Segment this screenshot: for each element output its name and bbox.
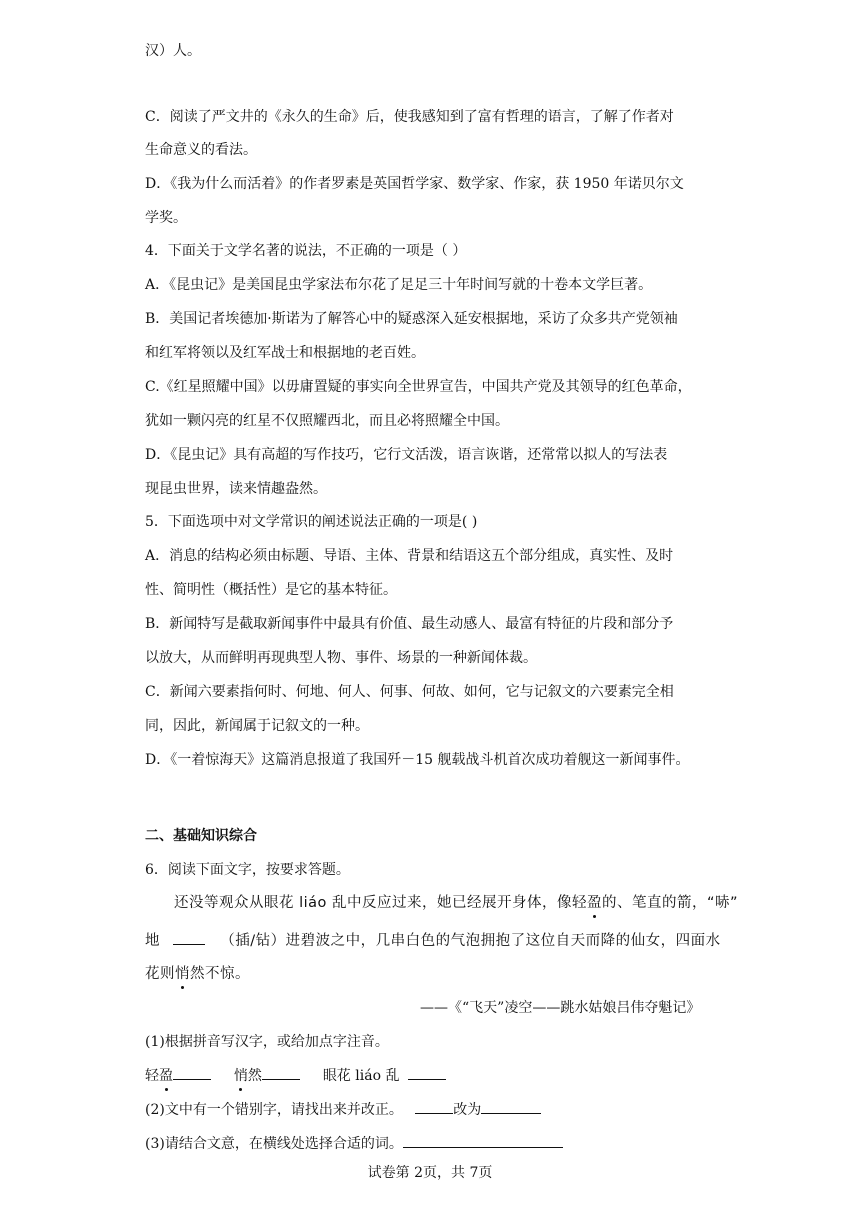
q4-option-d-line1: D．《昆虫记》具有高超的写作技巧，它行文活泼，语言诙谐，还常常以拟人的写法表 xyxy=(145,447,668,463)
text-line: 汉）人。 xyxy=(145,43,201,59)
option-c-line1: C．阅读了严文井的《永久的生命》后，使我感知到了富有哲理的语言，了解了作者对 xyxy=(145,109,674,125)
subquestion-text: (2)文中有一个错别字，请找出来并改正。 xyxy=(145,1102,403,1118)
q5-option-c-line1: C．新闻六要素指何时、何地、何人、何事、何故、如何，它与记叙文的六要素完全相 xyxy=(145,684,674,700)
q4-option-c-line2: 犹如一颗闪亮的红星不仅照耀西北，而且必将照耀全中国。 xyxy=(145,413,509,429)
answer-blank[interactable] xyxy=(262,1065,300,1080)
q4-option-b-line1: B．美国记者埃德加·斯诺为了解答心中的疑惑深入延安根据地，采访了众多共产党领袖 xyxy=(145,311,678,327)
option-d-line1: D．《我为什么而活着》的作者罗素是英国哲学家、数学家、作家，获 1950 年诺贝尔文 xyxy=(145,176,684,192)
passage-source: ——《“飞天”凌空——跳水姑娘吕伟夺魁记》 xyxy=(420,1000,701,1016)
option-c-line2: 生命意义的看法。 xyxy=(145,142,257,158)
passage-text: 地 xyxy=(145,933,160,949)
answer-blank[interactable] xyxy=(403,1133,563,1148)
answer-blank[interactable] xyxy=(415,1099,453,1114)
subquestion-1-items xyxy=(145,1065,446,1086)
passage-line2 xyxy=(145,930,721,951)
q5-option-b-line1: B．新闻特写是截取新闻事件中最具有价值、最生动感人、最富有特征的片段和部分予 xyxy=(145,616,674,632)
q4-option-b-line2: 和红军将领以及红军战士和根据地的老百姓。 xyxy=(145,345,425,361)
word-text: 眼花 liáo 乱 xyxy=(322,1068,400,1084)
page-footer: 试卷第 2页，共 7页 xyxy=(367,1165,493,1181)
question-6: 6．阅读下面文字，按要求答题。 xyxy=(145,862,350,878)
answer-blank[interactable] xyxy=(173,1065,211,1080)
q4-option-c-line1: C.《红星照耀中国》以毋庸置疑的事实向全世界宣告，中国共产党及其领导的红色革命， xyxy=(145,379,692,395)
subquestion-2 xyxy=(145,1099,541,1120)
q5-option-c-line2: 同，因此，新闻属于记叙文的一种。 xyxy=(145,718,369,734)
q4-option-d-line2: 现昆虫世界，读来情趣盎然。 xyxy=(145,481,327,497)
answer-blank[interactable] xyxy=(481,1099,541,1114)
q5-option-d: D．《一着惊海天》这篇消息报道了我国歼－15 舰载战斗机首次成功着舰这一新闻事件。 xyxy=(145,752,690,768)
subquestion-1: (1)根据拼音写汉字，或给加点字注音。 xyxy=(145,1034,389,1050)
question-4: 4．下面关于文学名著的说法，不正确的一项是（ ） xyxy=(145,243,467,259)
passage-text: 然不惊。 xyxy=(190,966,250,982)
passage-text: （插/钻）进碧波之中，几串白色的气泡拥抱了这位自天而降的仙女，四面水 xyxy=(220,933,721,949)
word-text: 轻 xyxy=(145,1068,159,1084)
option-d-line2: 学奖。 xyxy=(145,210,187,226)
dotted-char: 盈 xyxy=(587,895,603,911)
fill-blank[interactable] xyxy=(173,930,205,945)
q5-option-b-line2: 以放大，从而鲜明再现典型人物、事件、场景的一种新闻体裁。 xyxy=(145,650,537,666)
answer-blank[interactable] xyxy=(408,1065,446,1080)
subquestion-3 xyxy=(145,1133,563,1154)
passage-text: 的、笔直的箭，“哧” xyxy=(602,895,739,911)
subquestion-text: 改为 xyxy=(453,1102,482,1118)
passage-line3 xyxy=(145,964,250,984)
subquestion-text: (3)请结合文意，在横线处选择合适的词。 xyxy=(145,1136,403,1152)
passage-text: 还没等观众从眼花 liáo 乱中反应过来，她已经展开身体，像轻 xyxy=(174,895,588,911)
section-heading: 二、基础知识综合 xyxy=(145,828,257,844)
q5-option-a-line1: A．消息的结构必须由标题、导语、主体、背景和结语这五个部分组成，真实性、及时 xyxy=(145,548,674,564)
q5-option-a-line2: 性、简明性（概括性）是它的基本特征。 xyxy=(145,582,397,598)
dotted-char: 悄 xyxy=(175,966,190,982)
dotted-char: 盈 xyxy=(159,1068,173,1084)
passage-line1 xyxy=(174,893,738,913)
question-5: 5．下面选项中对文学常识的阐述说法正确的一项是( ) xyxy=(145,514,478,530)
q4-option-a: A．《昆虫记》是美国昆虫学家法布尔花了足足三十年时间写就的十卷本文学巨著。 xyxy=(145,277,653,293)
word-text: 然 xyxy=(247,1068,262,1084)
passage-text: 花则 xyxy=(145,966,175,982)
dotted-char: 悄 xyxy=(233,1068,248,1084)
